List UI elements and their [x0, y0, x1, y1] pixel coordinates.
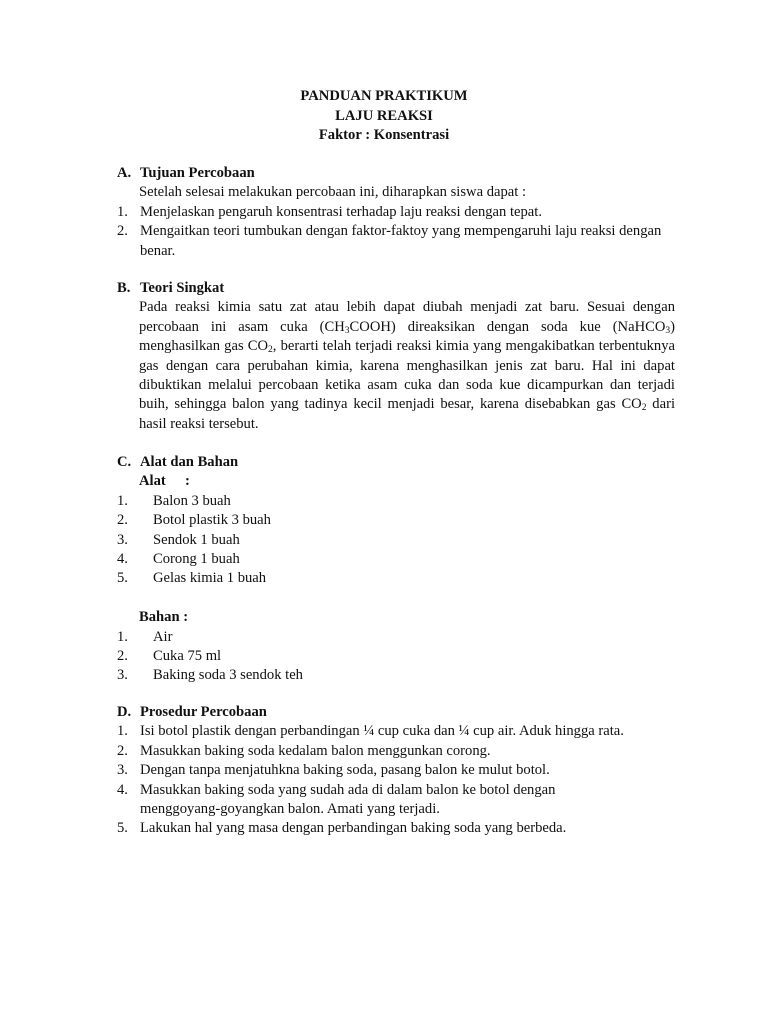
spacer	[117, 589, 675, 608]
list-item	[117, 222, 675, 261]
item-text: Corong 1 buah	[153, 551, 240, 568]
section-heading	[117, 703, 675, 722]
list-item	[117, 628, 675, 647]
section-title: Prosedur Percobaan	[140, 704, 267, 720]
item-text: Balon 3 buah	[153, 492, 231, 509]
item-text: Botol plastik 3 buah	[153, 512, 271, 529]
theory-text: COOH) direaksikan dengan soda kue (NaHCO	[349, 318, 666, 335]
document-title	[0, 87, 768, 146]
item-text: Menjelaskan pengaruh konsentrasi terhadap laju reaksi dengan tepat.	[140, 203, 542, 220]
subscript: 3	[665, 325, 671, 336]
subscript: 2	[268, 345, 273, 356]
section-letter: A.	[117, 165, 132, 181]
section-heading	[117, 279, 675, 298]
item-number: 2.	[117, 742, 128, 759]
item-text: Isi botol plastik dengan perbandingan ¼ cup cuka dan ¼ cup air. Aduk hingga rata.	[140, 723, 624, 740]
item-number: 1.	[117, 628, 128, 645]
item-number: 2.	[117, 223, 128, 240]
item-number: 2.	[117, 648, 128, 665]
section-prosedur	[117, 703, 675, 839]
item-number: 2.	[117, 512, 128, 529]
item-text: Sendok 1 buah	[153, 531, 240, 548]
subscript: 2	[641, 403, 647, 414]
section-letter: D.	[117, 704, 132, 720]
list-item	[117, 761, 675, 780]
item-number: 1.	[117, 203, 128, 220]
list-item	[117, 492, 675, 511]
section-title: Alat dan Bahan	[140, 454, 239, 470]
theory-paragraph	[139, 298, 675, 434]
item-number: 4.	[117, 781, 128, 798]
item-text: Baking soda 3 sendok teh	[153, 667, 303, 684]
list-item	[117, 569, 675, 588]
item-number: 1.	[117, 492, 128, 509]
item-text: Masukkan baking soda kedalam balon menggunkan corong.	[140, 742, 491, 759]
item-text: Masukkan baking soda yang sudah ada di dalam balon ke botol dengan menggoyang-goyangkan balon. Amati yang terjadi.	[140, 781, 556, 818]
title-line-3: Faktor : Konsentrasi	[318, 127, 450, 143]
item-text: Lakukan hal yang masa dengan perbandingan baking soda yang berbeda.	[140, 820, 567, 837]
bahan-heading: Bahan :	[139, 609, 189, 626]
procedure-list	[117, 722, 675, 838]
title-line-2: LAJU REAKSI	[335, 107, 433, 124]
list-item	[117, 531, 675, 550]
section-alat-bahan	[117, 453, 675, 686]
item-number: 3.	[117, 531, 128, 548]
item-number: 5.	[117, 820, 128, 837]
list-item	[117, 819, 675, 838]
item-number: 3.	[117, 762, 128, 779]
item-number: 5.	[117, 570, 128, 587]
list-item	[117, 742, 675, 761]
list-item	[117, 203, 675, 222]
alat-label: Alat	[139, 473, 166, 490]
item-text: Air	[153, 628, 173, 645]
alat-colon: :	[185, 473, 190, 490]
section-letter: B.	[117, 280, 131, 296]
objectives-list	[117, 203, 675, 261]
theory-text: dari hasil reaksi tersebut.	[139, 396, 675, 432]
title-line-1: PANDUAN PRAKTIKUM	[300, 88, 468, 104]
item-number: 3.	[117, 667, 128, 684]
list-item	[117, 781, 675, 820]
list-item	[117, 647, 675, 666]
theory-text: Pada reaksi kimia satu zat atau lebih dapat diubah menjadi zat baru. Sesuai dengan percobaan ini asam cuka (CH	[139, 299, 675, 335]
section-title: Teori Singkat	[140, 280, 225, 296]
list-item	[117, 511, 675, 530]
alat-list	[117, 492, 675, 589]
section-title: Tujuan Percobaan	[140, 165, 255, 181]
section-intro: Setelah selesai melakukan percobaan ini, diharapkan siswa dapat :	[139, 184, 526, 201]
theory-text: ) menghasilkan gas CO	[139, 318, 676, 355]
bahan-list	[117, 628, 675, 686]
section-tujuan	[117, 164, 675, 261]
section-heading	[117, 453, 675, 472]
list-item	[117, 666, 675, 685]
list-item	[117, 722, 675, 741]
item-number: 1.	[117, 723, 128, 740]
section-heading	[117, 164, 675, 183]
list-item	[117, 550, 675, 569]
subscript: 3	[344, 325, 350, 336]
item-text: Cuka 75 ml	[153, 648, 222, 665]
alat-heading	[139, 472, 675, 491]
item-text: Dengan tanpa menjatuhkna baking soda, pasang balon ke mulut botol.	[140, 762, 550, 779]
section-teori	[117, 279, 675, 434]
item-text: Gelas kimia 1 buah	[153, 570, 267, 587]
theory-text: , berarti telah terjadi reaksi kimia yang mengakibatkan terbentuknya gas dengan cara perubahan kimia, karena menghasilkan jenis zat baru. Hal ini dapat dibuktikan melalui percobaan ketika asam cuka dan soda kue dicampurkan dan terjadi buih, sehingga balon yang tadinya kecil menjadi besar, karena disebabkan gas CO	[139, 338, 675, 413]
item-text: Mengaitkan teori tumbukan dengan faktor-faktoy yang mempengaruhi laju reaksi dengan benar.	[140, 223, 662, 259]
section-letter: C.	[117, 454, 132, 470]
item-number: 4.	[117, 551, 128, 568]
